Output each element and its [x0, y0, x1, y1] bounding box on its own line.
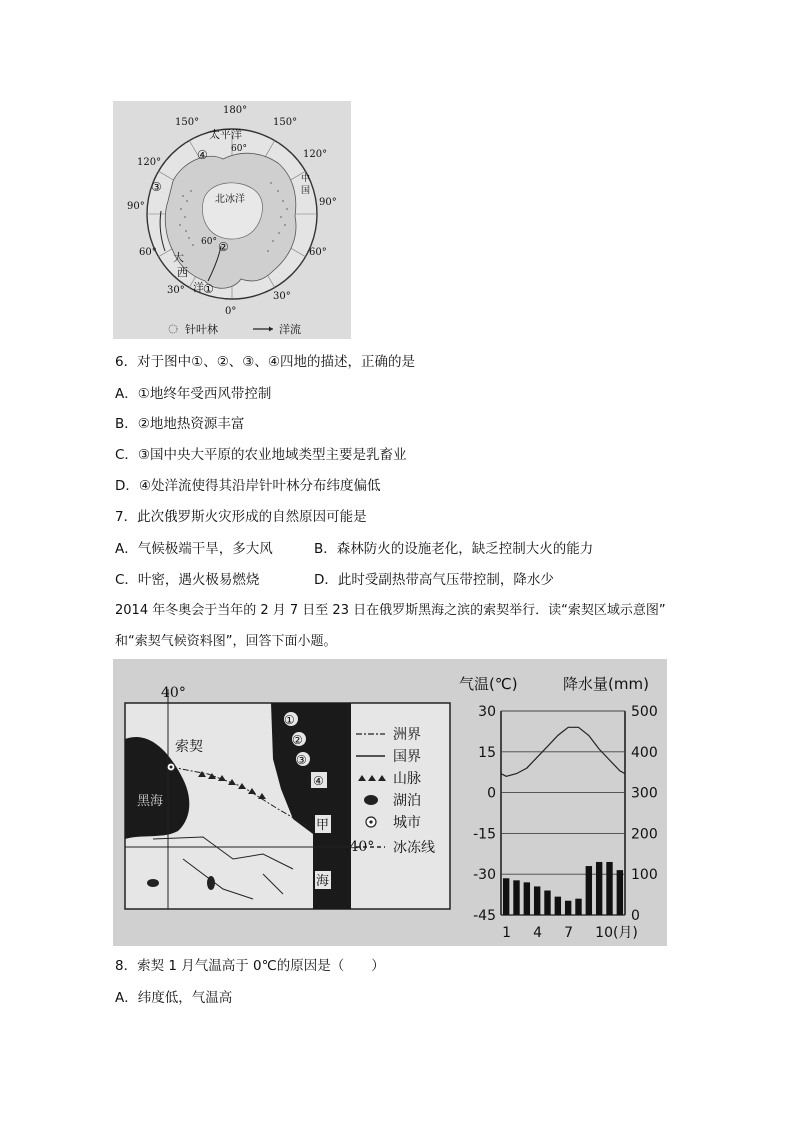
svg-text:90°: 90°: [319, 197, 337, 208]
precipitation-tick-label: 100: [631, 867, 658, 884]
svg-text:国: 国: [301, 186, 311, 196]
climate-chart: [459, 675, 658, 941]
svg-text:城市: 城市: [393, 815, 421, 831]
black-sea-label: 黑海: [137, 794, 164, 809]
svg-text:90°: 90°: [127, 201, 145, 212]
sochi-figure-svg: [113, 659, 667, 946]
month-tick-label: 10(月): [595, 925, 638, 941]
svg-text:国界: 国界: [393, 749, 421, 765]
marker-3: ③: [151, 180, 162, 194]
q6-option-b[interactable]: B．②地地热资源丰富: [115, 416, 245, 432]
precipitation-bar: [586, 866, 592, 915]
temperature-tick-label: 0: [487, 785, 496, 802]
svg-text:0°: 0°: [225, 306, 237, 317]
hai-label: 海: [316, 874, 330, 889]
temperature-axis-label: 气温(℃): [459, 675, 518, 693]
svg-text:洋: 洋: [193, 281, 204, 294]
precipitation-tick-label: 400: [631, 744, 658, 761]
q7-option-c[interactable]: C．叶密，遇火极易燃烧: [115, 572, 260, 588]
precipitation-tick-label: 200: [631, 826, 658, 843]
q7-option-b[interactable]: B．森林防火的设施老化，缺乏控制大火的能力: [314, 541, 594, 557]
marker-1: ①: [203, 282, 214, 296]
marker-4: ④: [197, 148, 208, 162]
svg-text:150°: 150°: [273, 117, 298, 128]
q8-option-a[interactable]: A．纬度低，气温高: [115, 990, 233, 1006]
sochi-label: 索契: [175, 739, 203, 755]
legend-current: 洋流: [279, 323, 301, 336]
arctic-ocean-label: 北冰洋: [215, 194, 245, 205]
precipitation-bar: [513, 880, 519, 915]
q6-option-d[interactable]: D．④处洋流使得其沿岸针叶林分布纬度偏低: [115, 478, 381, 494]
q6-stem: 6．对于图中①、②、③、④四地的描述，正确的是: [115, 354, 415, 370]
precipitation-bar: [503, 878, 509, 915]
marker-2: ②: [218, 240, 229, 254]
jia-label: 甲: [316, 818, 330, 833]
precipitation-axis-label: 降水量(mm): [563, 675, 649, 693]
intro-line-1: 2014 年冬奥会于当年的 2 月 7 日至 23 日在俄罗斯黑海之滨的索契举行．读“索契区域示意图”: [115, 603, 666, 618]
svg-text:120°: 120°: [137, 157, 162, 168]
precipitation-bar: [617, 870, 623, 915]
svg-text:150°: 150°: [175, 117, 200, 128]
svg-text:①: ①: [284, 713, 295, 727]
svg-text:60°: 60°: [201, 237, 217, 247]
arctic-map-svg: [113, 101, 351, 339]
q8-stem: 8．索契 1 月气温高于 0℃的原因是（ ）: [115, 958, 385, 974]
lon-label-180: 180°: [223, 105, 248, 116]
temperature-tick-label: -45: [473, 908, 496, 924]
legend-forest: 针叶林: [185, 323, 218, 336]
month-tick-label: 4: [533, 925, 543, 941]
precipitation-bar: [575, 899, 581, 915]
precipitation-bar: [534, 886, 540, 915]
temperature-tick-label: 15: [478, 744, 496, 761]
pacific-label: 太平洋: [209, 128, 242, 141]
lat-40-label: .40°: [345, 839, 375, 855]
arctic-map-figure: [113, 101, 351, 339]
svg-text:中: 中: [301, 174, 311, 184]
precipitation-bar: [544, 891, 550, 915]
svg-text:120°: 120°: [303, 149, 328, 160]
precipitation-bar: [565, 901, 571, 915]
q7-stem: 7．此次俄罗斯火灾形成的自然原因可能是: [115, 509, 367, 525]
precipitation-tick-label: 0: [631, 908, 640, 924]
precipitation-bar: [524, 882, 530, 915]
svg-text:60°: 60°: [309, 247, 327, 258]
svg-text:湖泊: 湖泊: [393, 793, 421, 809]
lon-40-label: 40°: [161, 685, 186, 701]
month-tick-label: 7: [564, 925, 574, 941]
intro-line-2: 和“索契气候资料图”，回答下面小题。: [115, 634, 337, 649]
q6-option-a[interactable]: A．①地终年受西风带控制: [115, 386, 272, 402]
precipitation-bar: [606, 862, 612, 915]
svg-text:洲界: 洲界: [393, 727, 421, 743]
month-tick-label: 1: [502, 925, 512, 941]
sochi-figure: [113, 659, 667, 946]
precipitation-tick-label: 300: [631, 785, 658, 802]
svg-text:②: ②: [292, 733, 303, 747]
temperature-tick-label: -15: [473, 826, 496, 843]
q6-option-c[interactable]: C．③国中央大平原的农业地域类型主要是乳畜业: [115, 447, 407, 463]
svg-text:30°: 30°: [273, 291, 291, 302]
precipitation-bar: [555, 897, 561, 915]
svg-text:④: ④: [313, 774, 324, 788]
temperature-tick-label: 30: [478, 704, 496, 720]
q7-option-d[interactable]: D．此时受副热带高气压带控制，降水少: [314, 572, 554, 588]
q7-option-a[interactable]: A．气候极端干旱，多大风: [115, 541, 273, 557]
svg-text:60°: 60°: [139, 247, 157, 258]
svg-text:山脉: 山脉: [393, 771, 421, 787]
svg-text:30°: 30°: [167, 285, 185, 296]
svg-text:60°: 60°: [231, 144, 247, 154]
svg-text:大: 大: [173, 251, 184, 264]
temperature-tick-label: -30: [473, 867, 496, 884]
precipitation-bar: [596, 862, 602, 915]
svg-text:冰冻线: 冰冻线: [393, 840, 435, 856]
svg-text:西: 西: [177, 266, 188, 279]
precipitation-tick-label: 500: [631, 704, 658, 720]
svg-text:③: ③: [296, 753, 307, 767]
